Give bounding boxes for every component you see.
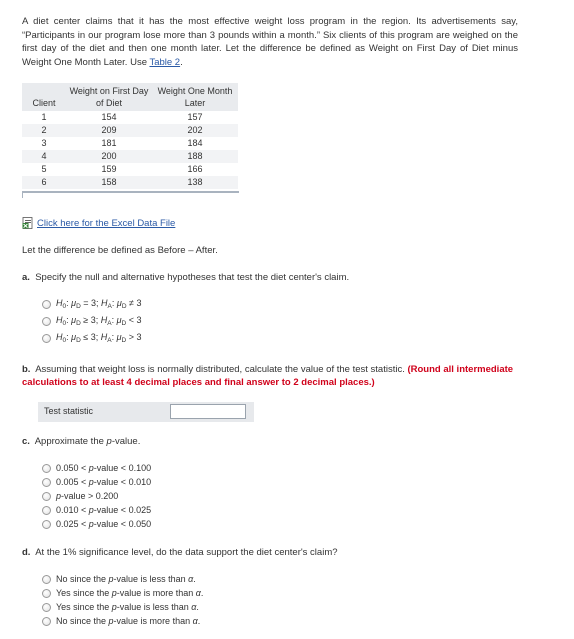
pvalue-option-4[interactable] xyxy=(42,505,151,515)
intro-end: . xyxy=(180,56,183,68)
header-weight-first-day: Weight on First Day of Diet xyxy=(66,83,152,111)
hypothesis-option-3[interactable] xyxy=(42,332,142,344)
cell-weight-later: 157 xyxy=(187,112,203,122)
cell-weight-later: 188 xyxy=(152,150,238,163)
header-weight-month-later: Weight One Month Later xyxy=(152,83,238,111)
pvalue-option-3[interactable] xyxy=(42,491,118,501)
conclusion-option-3-label: Yes since the p-value is less than α. xyxy=(56,602,199,612)
cell-weight-first: 181 xyxy=(101,138,117,148)
conclusion-option-4[interactable] xyxy=(42,616,200,626)
conclusion-option-3[interactable] xyxy=(42,602,199,612)
header-client: Client xyxy=(22,83,66,111)
data-table xyxy=(22,83,238,189)
excel-file-icon xyxy=(22,217,34,229)
hypothesis-option-1-label: $H_0$: $\mu_D = 3$; $H_A$: $\mu_D \ne 3$ xyxy=(56,298,142,310)
cell-client: 1 xyxy=(41,112,47,122)
table-row xyxy=(22,111,238,124)
cell-client: 4 xyxy=(22,150,66,163)
table-scrollbar[interactable] xyxy=(22,191,239,198)
question-b-label: b. xyxy=(22,364,31,375)
pvalue-option-2[interactable] xyxy=(42,477,151,487)
cell-client: 6 xyxy=(22,176,66,189)
hypothesis-option-1[interactable] xyxy=(42,298,142,310)
radio-button[interactable] xyxy=(42,617,51,626)
question-d-text: At the 1% significance level, do the data support the diet center's claim? xyxy=(35,547,338,558)
rounding-note: (Round all intermediate calculations to at least 4 decimal places and final answer to 2 decimal places.) xyxy=(22,364,514,388)
pvalue-option-5-label: 0.025 < p-value < 0.050 xyxy=(56,519,152,529)
conclusion-option-1-label: No since the p-value is less than α. xyxy=(56,574,196,584)
radio-button[interactable] xyxy=(42,317,51,326)
cell-weight-later: 202 xyxy=(152,124,238,137)
cell-client: 3 xyxy=(41,138,47,148)
radio-button[interactable] xyxy=(42,520,51,529)
radio-button[interactable] xyxy=(42,575,51,584)
pvalue-option-2-label: 0.005 < p-value < 0.010 xyxy=(56,477,152,487)
pvalue-option-1-label: 0.050 < p-value < 0.100 xyxy=(56,463,152,473)
radio-button[interactable] xyxy=(42,464,51,473)
pvalue-option-4-label: 0.010 < p-value < 0.025 xyxy=(56,505,152,515)
radio-button[interactable] xyxy=(42,603,51,612)
conclusion-option-2-label: Yes since the p-value is more than α. xyxy=(56,588,204,598)
table-row xyxy=(22,137,238,150)
excel-data-link[interactable]: Click here for the Excel Data File xyxy=(37,217,176,229)
radio-button[interactable] xyxy=(42,300,51,309)
hypothesis-option-3-label: $H_0$: $\mu_D \le 3$; $H_A$: $\mu_D > 3$ xyxy=(56,332,142,344)
question-a-label: a. xyxy=(22,272,30,283)
cell-client: 5 xyxy=(41,164,47,174)
question-d xyxy=(22,546,522,559)
table-2-link[interactable]: Table 2 xyxy=(149,56,181,68)
pvalue-option-5[interactable] xyxy=(42,519,151,529)
radio-button[interactable] xyxy=(42,506,51,515)
table-row xyxy=(22,150,238,163)
cell-weight-first: 158 xyxy=(66,176,152,189)
cell-weight-later: 138 xyxy=(152,176,238,189)
radio-button[interactable] xyxy=(42,492,51,501)
cell-weight-first: 200 xyxy=(66,150,152,163)
question-a xyxy=(22,271,522,284)
difference-definition: Let the difference be defined as Before – After. xyxy=(22,245,218,256)
question-c xyxy=(22,435,522,448)
pvalue-option-3-label: p-value > 0.200 xyxy=(56,491,119,501)
cell-client: 2 xyxy=(22,124,66,137)
cell-weight-later: 184 xyxy=(187,138,203,148)
question-b xyxy=(22,363,518,389)
question-c-p: p xyxy=(106,436,112,447)
excel-link-row[interactable] xyxy=(22,217,175,229)
question-c-text: Approximate the xyxy=(34,436,107,447)
pvalue-option-1[interactable] xyxy=(42,463,151,473)
conclusion-option-4-label: No since the p-value is more than α. xyxy=(56,616,201,626)
table-row xyxy=(22,176,238,189)
problem-intro xyxy=(22,15,518,69)
question-a-text: Specify the null and alternative hypotheses that test the diet center's claim. xyxy=(35,272,350,283)
intro-text: A diet center claims that it has the most effective weight loss program in the region. Its advertisements say, “Participants in our program lose more than 3 pounds within a month.” Six clients of this program are weighed on the first day of the diet and then one month later. Let the difference be defined as Weight on First Day of Diet minus Weight One Month Later. Use xyxy=(22,16,518,68)
hypothesis-option-2-label: $H_0$: $\mu_D \ge 3$; $H_A$: $\mu_D < 3$ xyxy=(56,315,142,327)
table-row xyxy=(22,163,238,176)
conclusion-option-2[interactable] xyxy=(42,588,203,598)
conclusion-option-1[interactable] xyxy=(42,574,196,584)
question-b-text: Assuming that weight loss is normally distributed, calculate the value of the test statistic. xyxy=(35,364,408,375)
table-row xyxy=(22,124,238,137)
cell-weight-later: 166 xyxy=(187,164,203,174)
question-c-label: c. xyxy=(22,436,30,447)
question-c-text-end: -value. xyxy=(111,436,141,447)
hypothesis-option-2[interactable] xyxy=(42,315,142,327)
test-statistic-label: Test statistic xyxy=(44,406,94,416)
test-statistic-input[interactable] xyxy=(170,404,246,419)
test-statistic-row xyxy=(38,402,254,422)
radio-button[interactable] xyxy=(42,478,51,487)
cell-weight-first: 159 xyxy=(101,164,117,174)
cell-weight-first: 154 xyxy=(101,112,117,122)
question-d-label: d. xyxy=(22,547,31,558)
radio-button[interactable] xyxy=(42,589,51,598)
radio-button[interactable] xyxy=(42,334,51,343)
cell-weight-first: 209 xyxy=(66,124,152,137)
